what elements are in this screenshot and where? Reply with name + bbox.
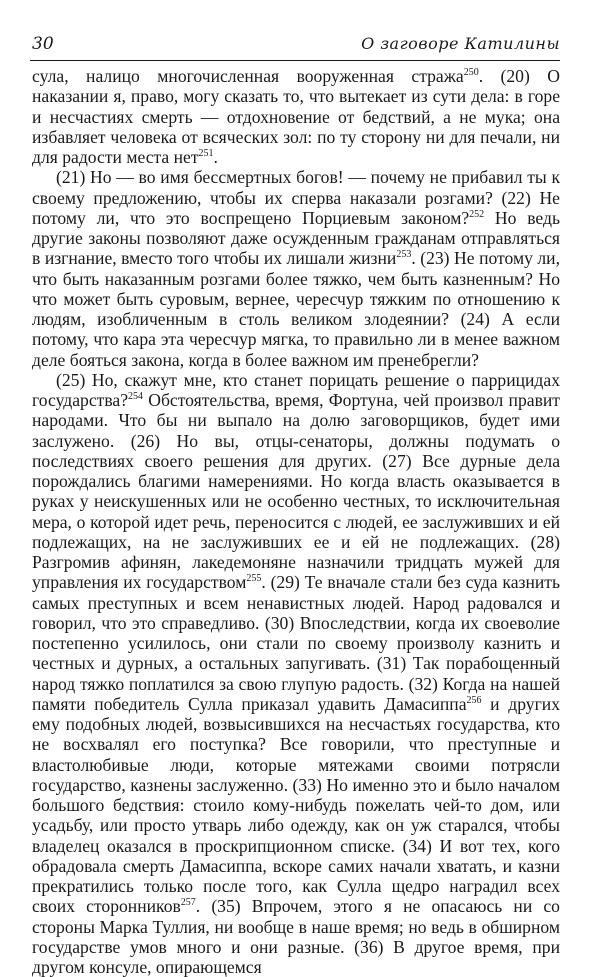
paragraph: [32, 370, 560, 977]
text-run: . (20) О наказании я, право, могу сказать то, что вытекает из сути дела: в горе и несчастиях смерть — отдохновение от бедствий, а не мука; она избавляет человека от всяческих зол: по ту сторону ни для печали, ни для радости места нет: [32, 66, 560, 167]
footnote-ref: 250: [463, 67, 479, 78]
footnote-ref: 251: [198, 148, 214, 159]
body-text: [32, 66, 560, 977]
text-run: . (29) Те вначале стали без суда казнить самых преступных и всем ненавистных людей. Народ радовался и говорил, что это справедливо. (30) Впоследствии, когда их своеволие постепенно усилилось, они стали по своему произволу казнить и честных и дурных, а остальных запугивать. (31) Так порабощенный народ тяжко поплатился за свою глупую радость. (32) Когда на нашей памяти победитель Сулла приказал удавить Дамасиппа: [32, 572, 561, 714]
text-run: Обстоятельства, время, Фортуна, чей произвол правит народами. Что бы ни выпало на долю заговорщиков, будет ими заслужено. (26) Но вы, отцы-сенаторы, должны подумать о последствиях своего решения для других. (27) Все дурные дела порождались благими намерениями. Но когда власть оказывается в руках у неискушенных или не особенно честных, то исключительная мера, о которой идет речь, переносится с людей, ее заслуживших и ей подлежащих, на не заслуживших ее и ей не подлежащих. (28) Разгромив афинян, лакедемоняне назначили тридцать мужей для управления их государством: [32, 390, 560, 593]
text-run: . (23) Не потому ли, что быть наказанным розгами более тяжко, чем быть казненным? Но что может быть суровым, вернее, чересчур тяжким по отношению к людям, изобличенным в столь великом злодеянии? (24) А если потому, что кара эта чересчур мягка, то правильно ли в менее важном деле бояться закона, когда в более важном им пренебрегли?: [32, 248, 561, 370]
text-run: и других ему подобных людей, возвысившихся на несчастьях государства, кто не восхвалял его поступка? Все говорили, что преступные и властолюбивые люди, которые мятежами своими потрясли государство, казнены заслуженно. (33) Но именно это и было началом большого бедствия: стоило кому-нибудь пожелать чей-то дом, или усадьбу, или просто утварь либо одежду, как он уж старался, чтобы владелец оказался в проскрипционном списке. (34) И вот тех, кого обрадовала смерть Дамасиппа, вскоре самих начали хватать, и казни прекратились только после того, как Сулла щедро наградил всех своих сторонников: [32, 693, 560, 917]
footnote-ref: 254: [128, 391, 144, 402]
paragraph: [32, 167, 560, 370]
text-run: Но ведь другие законы позволяют даже осужденным гражданам отправляться в изгнание, вместо того чтобы их лишали жизни: [32, 207, 560, 269]
footnote-ref: 253: [396, 249, 412, 261]
header-rule: [30, 60, 560, 61]
text-run: (21) Но — во имя бессмертных богов! — почему не прибавил ты к своему предложению, чтобы их сперва наказали розгами? (22) Не потому ли, что это воспрещено Порциевым законом?: [32, 167, 560, 228]
footnote-ref: 257: [180, 897, 196, 909]
text-run: (25) Но, скажут мне, кто станет порицать решение о паррицидах государства?: [32, 369, 560, 410]
page-number: 30: [32, 34, 54, 54]
text-run: .: [213, 147, 218, 167]
text-run: . (35) Впрочем, этого я не опасаюсь ни со стороны Марка Туллия, ни вообще в наше время; но ведь в обширном государстве умов много и они разные. (36) В другое время, при другом консуле, опирающемся: [32, 896, 560, 977]
footnote-ref: 252: [469, 208, 485, 220]
paragraph-continuation: [32, 66, 560, 167]
footnote-ref: 255: [246, 573, 262, 585]
text-run: сула, налицо многочисленная вооруженная стража: [32, 66, 464, 86]
footnote-ref: 256: [466, 694, 482, 706]
running-title: О заговоре Катилины: [361, 34, 560, 53]
